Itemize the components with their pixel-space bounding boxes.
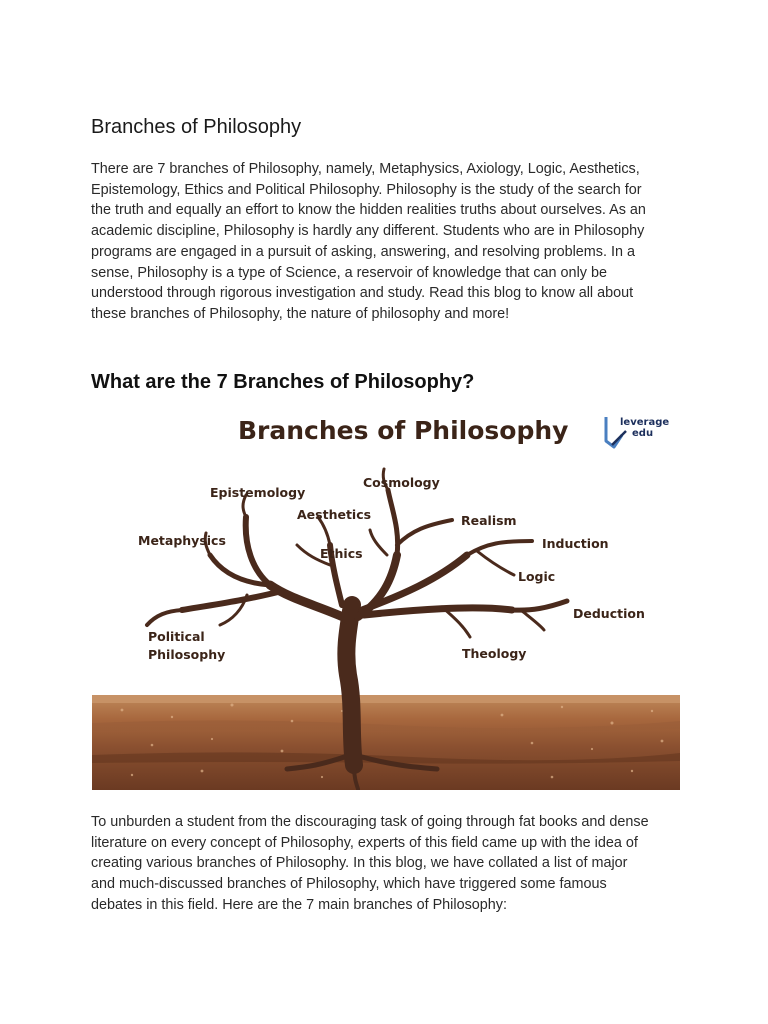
label-metaphysics: Metaphysics <box>138 533 226 548</box>
label-ethics: Ethics <box>320 546 363 561</box>
label-political: Political <box>148 629 205 644</box>
logo-line2: edu <box>632 428 654 439</box>
soil-ground <box>92 695 680 790</box>
body-line: literature on every concept of Philosophy, experts of this field came up with the idea of <box>91 834 638 851</box>
intro-line: these branches of Philosophy, the nature of philosophy and more! <box>91 305 510 322</box>
label-logic: Logic <box>518 569 556 584</box>
intro-paragraph <box>91 159 681 325</box>
intro-line: programs are engaged in a pursuit of asking, answering, and resolving problems. In a <box>91 243 635 260</box>
label-philosophy: Philosophy <box>148 647 226 662</box>
intro-line: the truth and equally an effort to know the hidden realities truths about ourselves. As an <box>91 202 646 219</box>
branches-tree-figure <box>92 405 680 790</box>
label-realism: Realism <box>461 513 517 528</box>
body-paragraph <box>91 812 681 916</box>
label-epistemology: Epistemology <box>210 485 306 500</box>
body-line: creating various branches of Philosophy. In this blog, we have collated a list of major <box>91 855 628 872</box>
intro-line: Epistemology, Ethics and Political Philosophy. Philosophy is the study of the search for <box>91 181 642 198</box>
intro-line: understood through rigorous investigation and study. Read this blog to know all about <box>91 285 634 302</box>
body-line: debates in this field. Here are the 7 main branches of Philosophy: <box>91 896 507 913</box>
label-aesthetics: Aesthetics <box>297 507 372 522</box>
intro-line: academic discipline, Philosophy is hardly any different. Students who are in Philosophy <box>91 223 645 240</box>
logo-line1: leverage <box>620 417 670 428</box>
figure-title: Branches of Philosophy <box>238 416 569 445</box>
intro-line: There are 7 branches of Philosophy, namely, Metaphysics, Axiology, Logic, Aesthetics, <box>91 161 640 177</box>
tree-illustration <box>92 405 680 790</box>
label-deduction: Deduction <box>573 606 645 621</box>
label-theology: Theology <box>462 646 527 661</box>
body-line: To unburden a student from the discouraging task of going through fat books and dense <box>91 814 649 830</box>
label-induction: Induction <box>542 536 609 551</box>
label-cosmology: Cosmology <box>363 475 440 490</box>
body-line: and much-discussed branches of Philosophy, which have triggered some famous <box>91 876 607 893</box>
intro-line: sense, Philosophy is a type of Science, a reservoir of knowledge that can only be <box>91 264 607 281</box>
section-heading: What are the 7 Branches of Philosophy? <box>91 371 475 393</box>
article-title: Branches of Philosophy <box>91 116 302 138</box>
